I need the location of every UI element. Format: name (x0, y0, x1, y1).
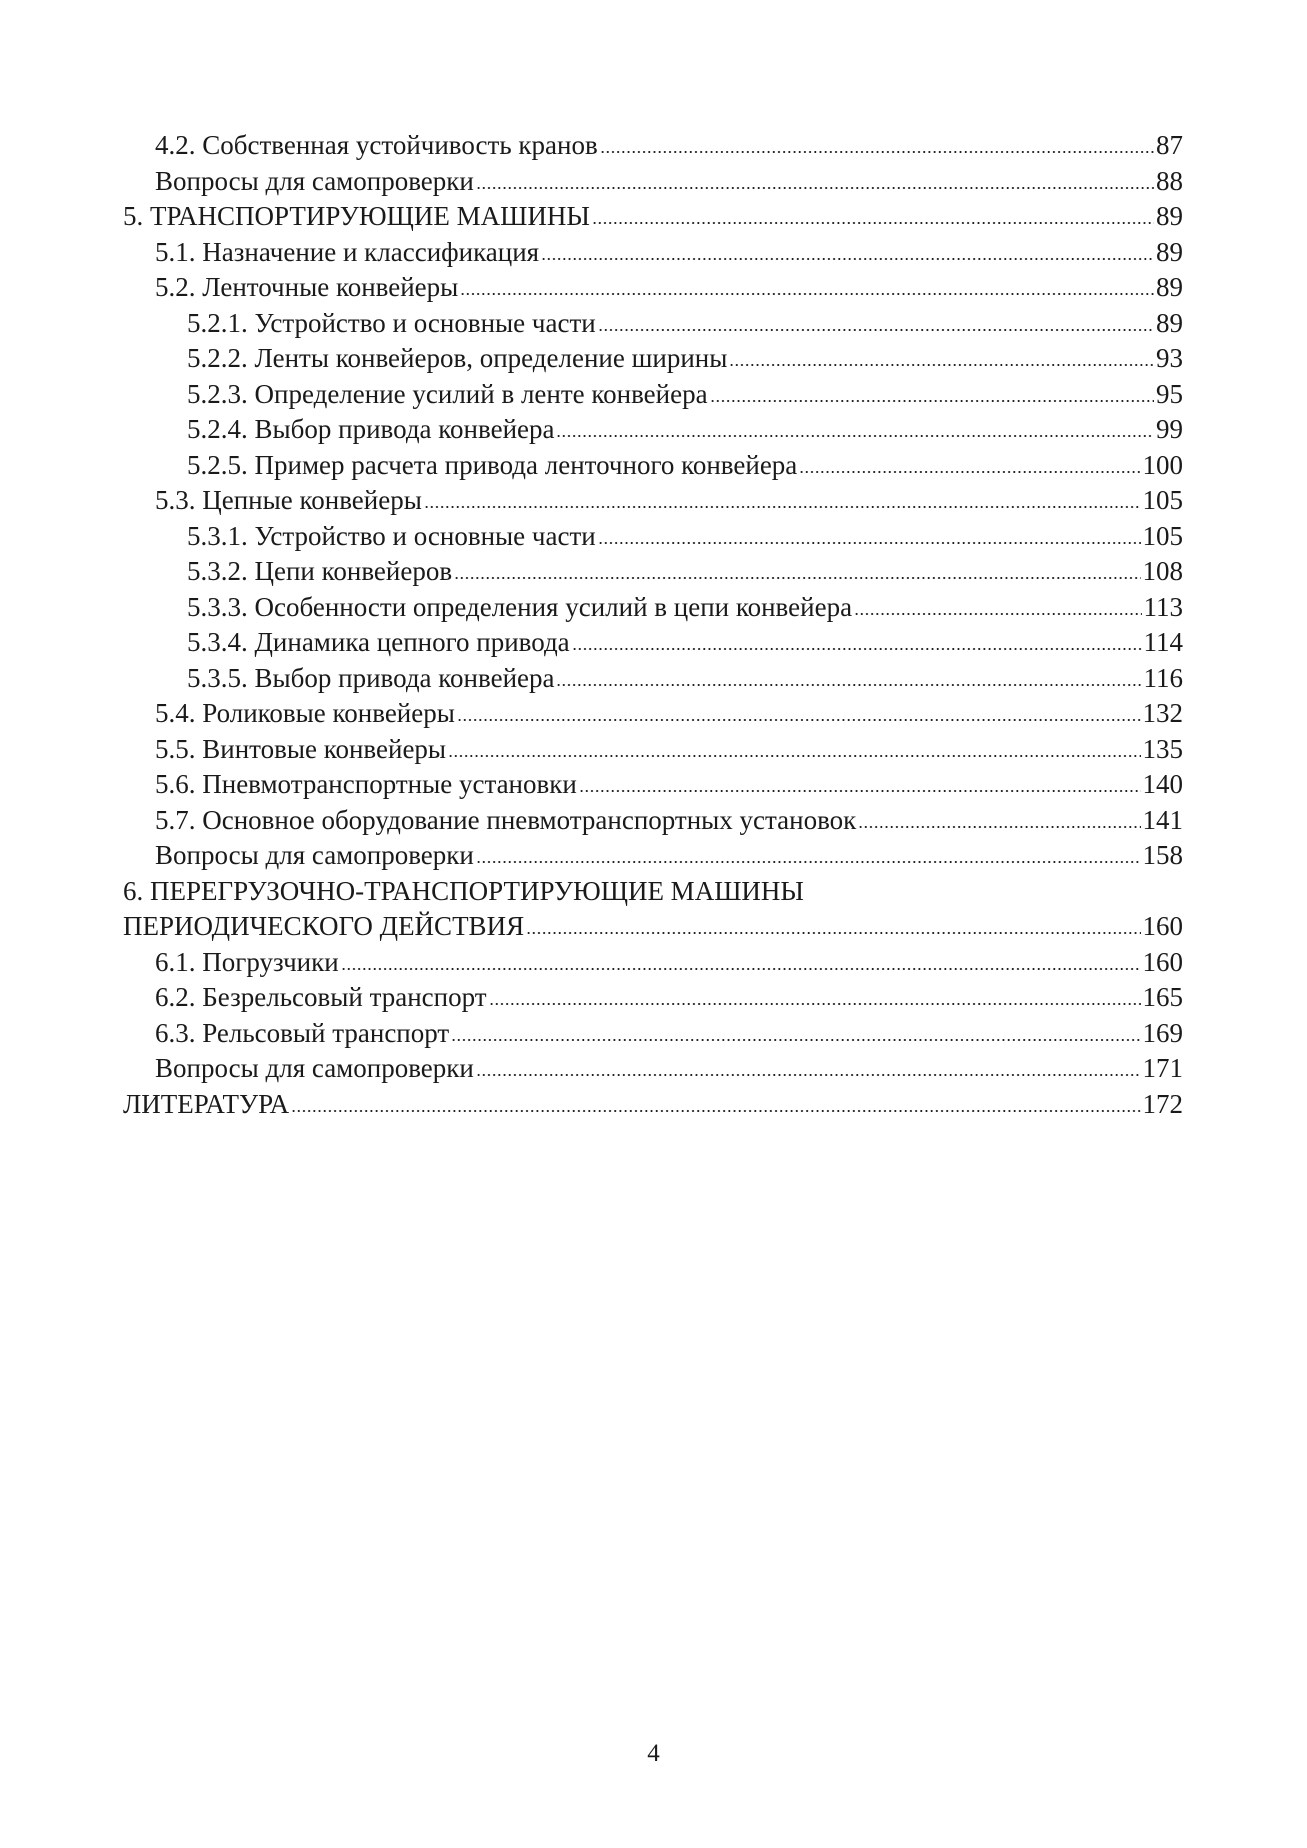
dot-leader (799, 470, 1140, 474)
dot-leader (598, 541, 1141, 545)
toc-entry-page: 108 (1142, 556, 1183, 586)
toc-entry-title: Вопросы для самопроверки (155, 165, 474, 196)
dot-leader (457, 718, 1141, 722)
toc-entry-page: 160 (1142, 911, 1183, 941)
toc-entry-page: 89 (1156, 307, 1183, 338)
dot-leader (598, 328, 1154, 332)
toc-entry (123, 838, 1183, 874)
toc-entry-page: 116 (1143, 662, 1183, 693)
dot-leader (291, 1109, 1140, 1113)
toc-entry-title: ЛИТЕРАТУРА (123, 1088, 290, 1119)
toc-entry (123, 199, 1183, 235)
toc-entry (123, 945, 1183, 981)
toc-entry-page: 171 (1142, 1053, 1183, 1083)
dot-leader (592, 221, 1154, 225)
toc-entry-title: 5.2. Ленточные конвейеры (155, 272, 459, 302)
toc-entry-page: 113 (1143, 591, 1183, 622)
toc-entry-page: 132 (1142, 698, 1183, 728)
toc-entry-page: 160 (1142, 946, 1183, 977)
toc-entry-page: 172 (1142, 1088, 1183, 1119)
dot-leader (424, 505, 1141, 509)
toc-entry (123, 661, 1183, 697)
toc-entry (123, 128, 1183, 164)
dot-leader (600, 150, 1154, 154)
dot-leader (476, 1073, 1141, 1077)
toc-entry (123, 980, 1183, 1016)
dot-leader (858, 825, 1140, 829)
toc-entry-title: 5.3. Цепные конвейеры (155, 485, 422, 515)
dot-leader (476, 186, 1154, 190)
dot-leader (476, 860, 1141, 864)
toc-entry-page: 141 (1142, 804, 1183, 835)
toc-entry (123, 696, 1183, 732)
toc-entry-title: 5.5. Винтовые конвейеры (155, 733, 447, 764)
dot-leader (460, 292, 1154, 296)
toc-entry-title: 5.3.5. Выбор привода конвейера (187, 662, 555, 693)
toc-entry-title: 5.3.4. Динамика цепного привода (187, 627, 570, 657)
dot-leader (541, 257, 1154, 261)
toc-entry-page: 89 (1156, 201, 1183, 231)
dot-leader (489, 1002, 1141, 1006)
toc-entry-page: 140 (1142, 769, 1183, 799)
toc-entry (123, 1016, 1183, 1052)
toc-entry-title: 5.2.4. Выбор привода конвейера (187, 414, 555, 444)
toc-entry (123, 590, 1183, 626)
toc-entry-title: 6. ПЕРЕГРУЗОЧНО-ТРАНСПОРТИРУЮЩИЕ МАШИНЫ (123, 875, 804, 906)
dot-leader (448, 754, 1140, 758)
toc-entry (123, 1051, 1183, 1087)
toc-entry (123, 483, 1183, 519)
toc-entry (123, 909, 1183, 945)
toc-entry-title: 5.2.5. Пример расчета привода ленточного конвейера (187, 449, 798, 480)
toc-entry-page: 105 (1142, 520, 1183, 551)
toc-entry-page: 99 (1156, 414, 1183, 444)
toc-entry (123, 377, 1183, 413)
toc-entry (123, 235, 1183, 271)
toc-entry-title: 5.3.2. Цепи конвейеров (187, 556, 453, 586)
toc-entry-title: 5.2.3. Определение усилий в ленте конвейера (187, 378, 708, 409)
toc-entry (123, 732, 1183, 768)
toc-entry (123, 554, 1183, 590)
toc-entry-page: 89 (1156, 236, 1183, 267)
toc-entry (123, 767, 1183, 803)
toc-entry (123, 803, 1183, 839)
toc-entry-title: Вопросы для самопроверки (155, 1053, 474, 1083)
toc-entry-page: 89 (1156, 272, 1183, 302)
table-of-contents (123, 128, 1183, 1122)
toc-entry-page: 93 (1156, 343, 1183, 373)
toc-entry-title: 5.3.3. Особенности определения усилий в цепи конвейера (187, 591, 853, 622)
toc-entry-page: 169 (1142, 1017, 1183, 1048)
toc-entry-title: 5.6. Пневмотранспортные установки (155, 769, 577, 799)
toc-entry-title: 5.4. Роликовые конвейеры (155, 698, 455, 728)
toc-entry (123, 164, 1183, 200)
toc-entry-page: 87 (1156, 130, 1183, 160)
toc-entry-title: 6.2. Безрельсовый транспорт (155, 982, 487, 1012)
toc-entry-page: 88 (1156, 165, 1183, 196)
toc-entry (123, 306, 1183, 342)
toc-entry-title: Вопросы для самопроверки (155, 840, 474, 870)
toc-entry-page: 95 (1156, 378, 1183, 409)
dot-leader (556, 434, 1154, 438)
dot-leader (526, 931, 1140, 935)
dot-leader (454, 576, 1140, 580)
dot-leader (556, 683, 1141, 687)
toc-entry-page: 135 (1142, 733, 1183, 764)
toc-entry-title: 5.2.2. Ленты конвейеров, определение ширины (187, 343, 728, 373)
dot-leader (710, 399, 1154, 403)
dot-leader (341, 967, 1141, 971)
toc-entry (123, 1087, 1183, 1123)
dot-leader (572, 647, 1142, 651)
toc-entry (123, 412, 1183, 448)
toc-entry (123, 874, 1183, 910)
dot-leader (451, 1038, 1140, 1042)
toc-entry-page: 158 (1142, 840, 1183, 870)
toc-entry-page: 105 (1142, 485, 1183, 515)
toc-entry-page: 114 (1143, 627, 1183, 657)
toc-entry-title: 6.3. Рельсовый транспорт (155, 1017, 450, 1048)
toc-entry-title: 5. ТРАНСПОРТИРУЮЩИЕ МАШИНЫ (123, 201, 590, 231)
dot-leader (854, 612, 1141, 616)
toc-entry-title: ПЕРИОДИЧЕСКОГО ДЕЙСТВИЯ (123, 911, 525, 941)
toc-entry-title: 6.1. Погрузчики (155, 946, 339, 977)
dot-leader (729, 363, 1154, 367)
page-number: 4 (647, 1740, 660, 1767)
toc-entry-title: 5.1. Назначение и классификация (155, 236, 540, 267)
toc-entry-page: 100 (1142, 449, 1183, 480)
toc-entry-title: 4.2. Собственная устойчивость кранов (155, 130, 598, 160)
toc-entry (123, 448, 1183, 484)
toc-entry-title: 5.7. Основное оборудование пневмотранспортных установок (155, 804, 857, 835)
toc-entry-page: 165 (1142, 982, 1183, 1012)
toc-entry (123, 519, 1183, 555)
dot-leader (579, 789, 1141, 793)
toc-entry (123, 270, 1183, 306)
toc-entry-title: 5.2.1. Устройство и основные части (187, 307, 596, 338)
toc-entry-title: 5.3.1. Устройство и основные части (187, 520, 596, 551)
toc-entry (123, 341, 1183, 377)
toc-entry (123, 625, 1183, 661)
